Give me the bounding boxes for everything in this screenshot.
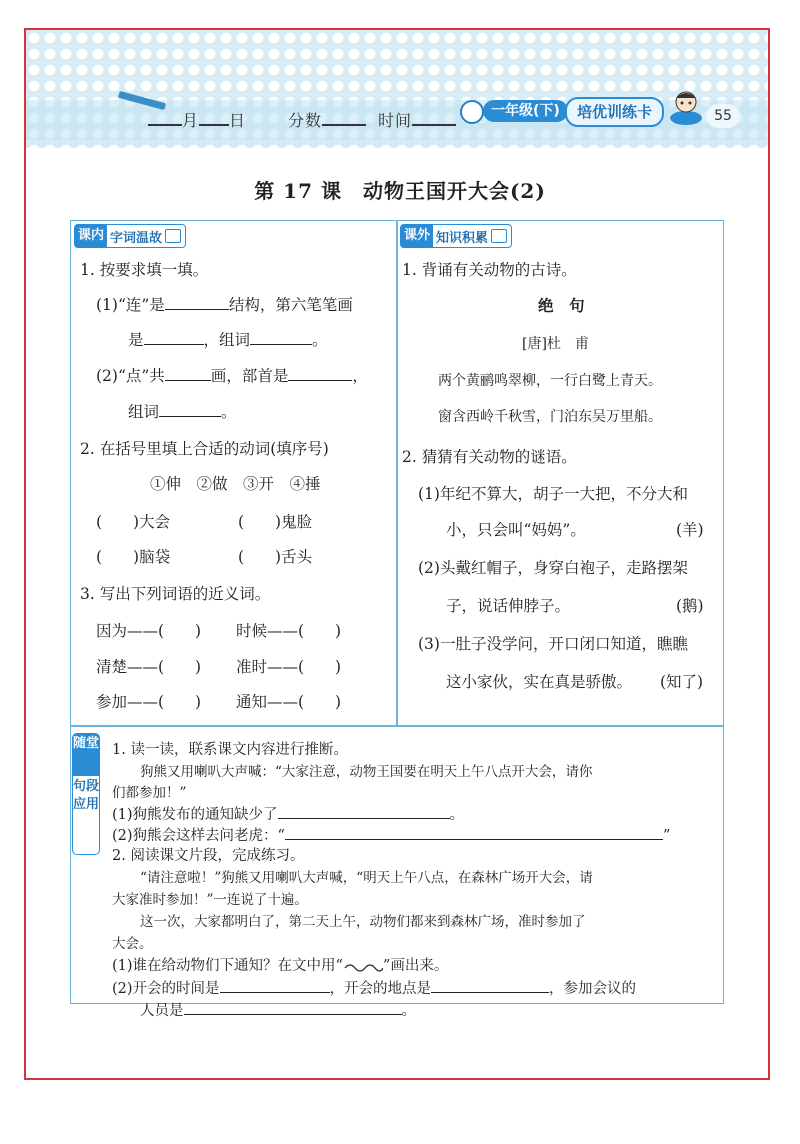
verb-blank-1[interactable]: ( )大会 <box>96 513 171 531</box>
passage-2-line1: “请注意啦！”狗熊又用喇叭大声喊，“明天上午八点，在森林广场开大会，请 <box>140 870 593 886</box>
inner-q2: 2. 在括号里填上合适的动词(填序号) <box>80 440 329 458</box>
bottom-q1-2: (2)狗熊会这样去问老虎：“ ” <box>112 823 670 845</box>
bottom-q2-2-line2: 人员是 。 <box>140 998 416 1020</box>
score-line: 分数 <box>288 108 366 131</box>
passage-2-line3: 这一次，大家都明白了，第二天上午，动物们都来到森林广场，准时参加了 <box>140 914 586 930</box>
bottom-q1-1: (1)狗熊发布的通知缺少了 。 <box>112 802 464 824</box>
inner-q1-2-line2: 组词 。 <box>128 400 237 422</box>
answer-blank[interactable] <box>278 802 450 819</box>
verb-blank-2[interactable]: ( )鬼脸 <box>238 513 313 531</box>
synonym-blank-2[interactable]: 时候——( ) <box>236 622 342 640</box>
poem-line-2: 窗含西岭千秋雪，门泊东吴万里船。 <box>438 409 662 425</box>
riddle-3-line2: 这小家伙，实在真是骄傲。 <box>446 673 633 691</box>
answer-blank[interactable] <box>144 328 204 345</box>
bottom-q2-2-line1: (2)开会的时间是 ，开会的地点是 ，参加会议的 <box>112 976 636 998</box>
synonym-blank-1[interactable]: 因为——( ) <box>96 622 202 640</box>
answer-blank[interactable] <box>165 293 229 310</box>
brand-label: 培优训练卡 <box>565 97 664 127</box>
inner-q1-2-line1: (2)“点”共 画，部首是 ， <box>96 364 368 386</box>
clock-icon <box>460 100 484 124</box>
poem-line-1: 两个黄鹂鸣翠柳，一行白鹭上青天。 <box>438 373 662 389</box>
riddle-1-answer: (羊) <box>676 521 704 539</box>
passage-2-line2: 大家准时参加！”一连说了十遍。 <box>112 892 308 908</box>
answer-blank[interactable] <box>285 823 663 840</box>
answer-blank[interactable] <box>220 976 330 993</box>
bottom-q2-1: (1)谁在给动物们下通知？在文中用“ ”画出来。 <box>112 958 449 974</box>
answer-blank[interactable] <box>288 364 352 381</box>
inner-q1: 1. 按要求填一填。 <box>80 261 209 279</box>
verb-blank-3[interactable]: ( )脑袋 <box>96 548 171 566</box>
synonym-blank-4[interactable]: 准时——( ) <box>236 658 342 676</box>
passage-2-line4: 大会。 <box>112 936 153 952</box>
bottom-q1: 1. 读一读，联系课文内容进行推断。 <box>112 742 348 758</box>
answer-blank[interactable] <box>184 998 402 1015</box>
outer-section-tag: 课外 知识积累 <box>400 224 512 248</box>
poem-author: [唐]杜 甫 <box>522 336 589 352</box>
book-icon <box>165 229 181 243</box>
book-icon <box>491 229 507 243</box>
wavy-line-icon <box>343 960 383 972</box>
riddle-1-line1: (1)年纪不算大，胡子一大把，不分大和 <box>418 485 688 503</box>
inner-section-tag: 课内 字词温故 <box>74 224 186 248</box>
page-number: 55 <box>706 104 740 128</box>
synonym-blank-6[interactable]: 通知——( ) <box>236 693 342 711</box>
verb-options: ①伸 ②做 ③开 ④捶 <box>150 475 321 493</box>
bottom-section-tag: 随堂 句段应用 <box>72 733 100 855</box>
outer-q1: 1. 背诵有关动物的古诗。 <box>402 261 577 279</box>
passage-1-line1: 狗熊又用喇叭大声喊：“大家注意，动物王国要在明天上午八点开大会，请你 <box>140 764 593 780</box>
poem-title: 绝 句 <box>538 296 585 315</box>
inner-q3: 3. 写出下列词语的近义词。 <box>80 585 271 603</box>
riddle-3-line1: (3)一肚子没学问，开口闭口知道，瞧瞧 <box>418 635 688 653</box>
grade-badge: 一年级(下) <box>483 100 568 122</box>
answer-blank[interactable] <box>165 364 211 381</box>
answer-blank[interactable] <box>159 400 221 417</box>
bottom-q2: 2. 阅读课文片段，完成练习。 <box>112 848 305 864</box>
answer-blank[interactable] <box>431 976 549 993</box>
riddle-2-answer: (鹅) <box>676 597 704 615</box>
synonym-blank-3[interactable]: 清楚——( ) <box>96 658 202 676</box>
answer-blank[interactable] <box>250 328 312 345</box>
mascot-icon <box>668 88 704 126</box>
synonym-blank-5[interactable]: 参加——( ) <box>96 693 202 711</box>
inner-q1-1-line2: 是 ，组词 。 <box>128 328 328 350</box>
outer-q2: 2. 猜猜有关动物的谜语。 <box>402 448 577 466</box>
inner-q1-1-line1: (1)“连”是 结构，第六笔笔画 <box>96 293 353 315</box>
passage-1-line2: 们都参加！” <box>112 785 187 801</box>
date-line: 月 日 <box>148 108 246 131</box>
riddle-2-line1: (2)头戴红帽子，身穿白袍子，走路摆架 <box>418 559 688 577</box>
riddle-3-answer: (知了) <box>660 673 704 691</box>
time-line: 时间 <box>378 108 456 131</box>
verb-blank-4[interactable]: ( )舌头 <box>238 548 313 566</box>
riddle-1-line2: 小，只会叫“妈妈”。 <box>446 521 586 539</box>
lesson-title: 第 17 课 动物王国开大会(2) <box>254 179 546 203</box>
riddle-2-line2: 子，说话伸脖子。 <box>446 597 571 615</box>
